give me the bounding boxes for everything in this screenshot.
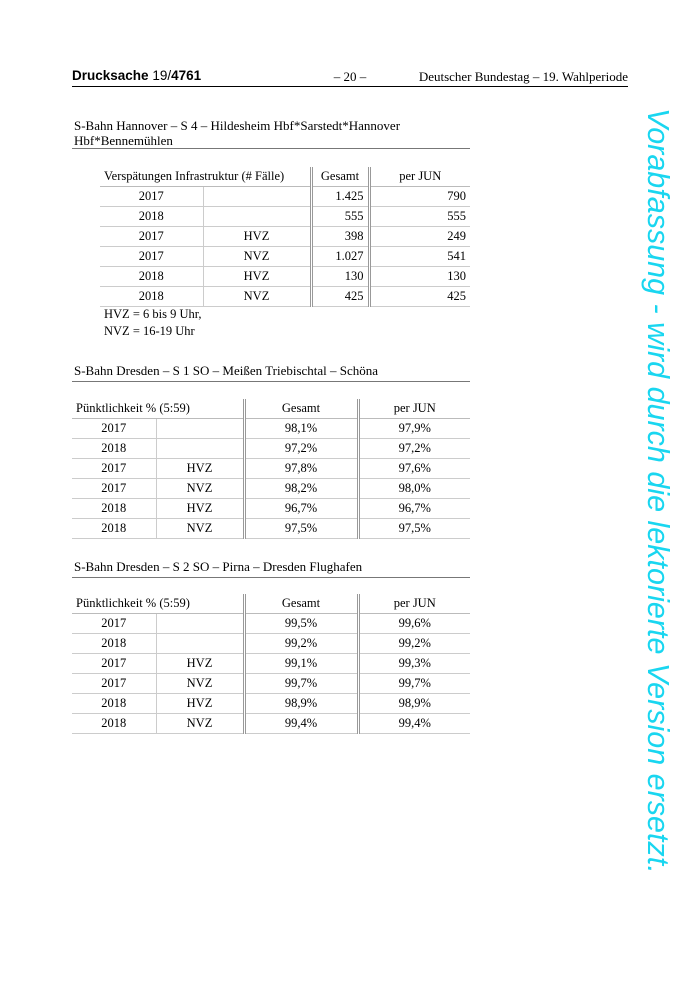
gesamt-cell: 97,5% [244, 519, 358, 539]
table-row [72, 519, 470, 539]
year-cell: 2017 [72, 479, 156, 499]
table-row [72, 694, 470, 714]
table-row [100, 207, 470, 227]
note-hvz: HVZ = 6 bis 9 Uhr, [104, 307, 202, 321]
gesamt-cell: 1.425 [311, 187, 369, 207]
table-row [72, 714, 470, 734]
column-header: Gesamt [244, 594, 358, 614]
year-cell: 2018 [72, 439, 156, 459]
table-row [72, 674, 470, 694]
period-cell: NVZ [156, 674, 244, 694]
jun-cell: 99,6% [358, 614, 470, 634]
gesamt-cell: 425 [311, 287, 369, 307]
table-row [100, 267, 470, 287]
jun-cell: 98,9% [358, 694, 470, 714]
period-cell: HVZ [156, 694, 244, 714]
section3-title: S-Bahn Dresden – S 2 SO – Pirna – Dresden Flughafen [74, 559, 363, 574]
year-cell: 2018 [72, 634, 156, 654]
page-header [72, 66, 628, 87]
section1-title [74, 118, 400, 148]
gesamt-cell: 99,1% [244, 654, 358, 674]
table-header-row [72, 594, 470, 614]
jun-cell: 555 [369, 207, 470, 227]
period-cell: NVZ [203, 247, 311, 267]
jun-cell: 541 [369, 247, 470, 267]
year-cell: 2018 [72, 499, 156, 519]
section3-title-rule [72, 577, 470, 578]
period-cell [156, 634, 244, 654]
table-row [100, 187, 470, 207]
section2-title: S-Bahn Dresden – S 1 SO – Meißen Triebischtal – Schöna [74, 363, 379, 378]
year-cell: 2017 [100, 187, 203, 207]
year-cell: 2017 [100, 227, 203, 247]
gesamt-cell: 96,7% [244, 499, 358, 519]
period-cell [156, 614, 244, 634]
period-cell: HVZ [156, 499, 244, 519]
column-header: Gesamt [244, 399, 358, 419]
gesamt-cell: 98,1% [244, 419, 358, 439]
page-number: – 20 – [333, 69, 367, 84]
gesamt-cell: 99,2% [244, 634, 358, 654]
section3-table [72, 594, 470, 734]
jun-cell: 97,2% [358, 439, 470, 459]
column-header: Pünktlichkeit % (5:59) [72, 594, 244, 614]
drucksache-number: 4761 [171, 68, 202, 83]
section1-title-line2: Hbf*Bennemühlen [74, 133, 173, 148]
year-cell: 2018 [100, 267, 203, 287]
gesamt-cell: 98,9% [244, 694, 358, 714]
jun-cell: 99,2% [358, 634, 470, 654]
jun-cell: 425 [369, 287, 470, 307]
note-nvz: NVZ = 16-19 Uhr [104, 324, 195, 338]
section2-title-rule [72, 381, 470, 382]
year-cell: 2018 [72, 694, 156, 714]
jun-cell: 98,0% [358, 479, 470, 499]
table-row [72, 439, 470, 459]
table-row [72, 654, 470, 674]
table-row [100, 247, 470, 267]
year-cell: 2017 [72, 419, 156, 439]
gesamt-cell: 99,7% [244, 674, 358, 694]
period-cell [203, 207, 311, 227]
gesamt-cell: 130 [311, 267, 369, 287]
gesamt-cell: 99,5% [244, 614, 358, 634]
gesamt-cell: 97,8% [244, 459, 358, 479]
year-cell: 2017 [72, 614, 156, 634]
column-header: per JUN [358, 399, 470, 419]
year-cell: 2017 [72, 674, 156, 694]
period-cell [156, 439, 244, 459]
year-cell: 2018 [100, 207, 203, 227]
drucksache-prefix: 19/ [152, 68, 172, 83]
gesamt-cell: 555 [311, 207, 369, 227]
header-publisher: Deutscher Bundestag – 19. Wahlperiode [418, 69, 628, 84]
table-header-row [100, 167, 470, 187]
jun-cell: 97,5% [358, 519, 470, 539]
table-row [100, 287, 470, 307]
section2-table [72, 399, 470, 539]
year-cell: 2018 [72, 714, 156, 734]
gesamt-cell: 97,2% [244, 439, 358, 459]
gesamt-cell: 398 [311, 227, 369, 247]
period-cell [203, 187, 311, 207]
table-row [72, 459, 470, 479]
section1-title-rule [72, 148, 470, 149]
jun-cell: 97,9% [358, 419, 470, 439]
section1-table [100, 167, 470, 307]
period-cell: HVZ [156, 654, 244, 674]
jun-cell: 97,6% [358, 459, 470, 479]
column-header: Pünktlichkeit % (5:59) [72, 399, 244, 419]
jun-cell: 249 [369, 227, 470, 247]
period-cell: HVZ [203, 267, 311, 287]
year-cell: 2017 [72, 459, 156, 479]
gesamt-cell: 1.027 [311, 247, 369, 267]
table-row [72, 634, 470, 654]
column-header: per JUN [369, 167, 470, 187]
draft-watermark [641, 108, 675, 908]
table-row [72, 499, 470, 519]
period-cell: NVZ [156, 519, 244, 539]
table-row [72, 614, 470, 634]
year-cell: 2018 [100, 287, 203, 307]
column-header: Verspätungen Infrastruktur (# Fälle) [100, 167, 311, 187]
period-cell [156, 419, 244, 439]
period-cell: NVZ [156, 714, 244, 734]
year-cell: 2017 [72, 654, 156, 674]
section1-note [104, 306, 202, 340]
table-header-row [72, 399, 470, 419]
period-cell: HVZ [203, 227, 311, 247]
period-cell: NVZ [203, 287, 311, 307]
period-cell: NVZ [156, 479, 244, 499]
gesamt-cell: 98,2% [244, 479, 358, 499]
section1-title-line1: S-Bahn Hannover – S 4 – Hildesheim Hbf*Sarstedt*Hannover [74, 118, 401, 133]
jun-cell: 96,7% [358, 499, 470, 519]
year-cell: 2018 [72, 519, 156, 539]
period-cell: HVZ [156, 459, 244, 479]
jun-cell: 99,3% [358, 654, 470, 674]
gesamt-cell: 99,4% [244, 714, 358, 734]
drucksache-label: Drucksache [72, 68, 149, 83]
column-header: per JUN [358, 594, 470, 614]
jun-cell: 130 [369, 267, 470, 287]
column-header: Gesamt [311, 167, 369, 187]
jun-cell: 99,7% [358, 674, 470, 694]
table-row [100, 227, 470, 247]
table-row [72, 479, 470, 499]
year-cell: 2017 [100, 247, 203, 267]
jun-cell: 99,4% [358, 714, 470, 734]
table-row [72, 419, 470, 439]
draft-watermark-text: Vorabfassung - wird durch die lektorierte Version ersetzt. [641, 108, 675, 874]
jun-cell: 790 [369, 187, 470, 207]
